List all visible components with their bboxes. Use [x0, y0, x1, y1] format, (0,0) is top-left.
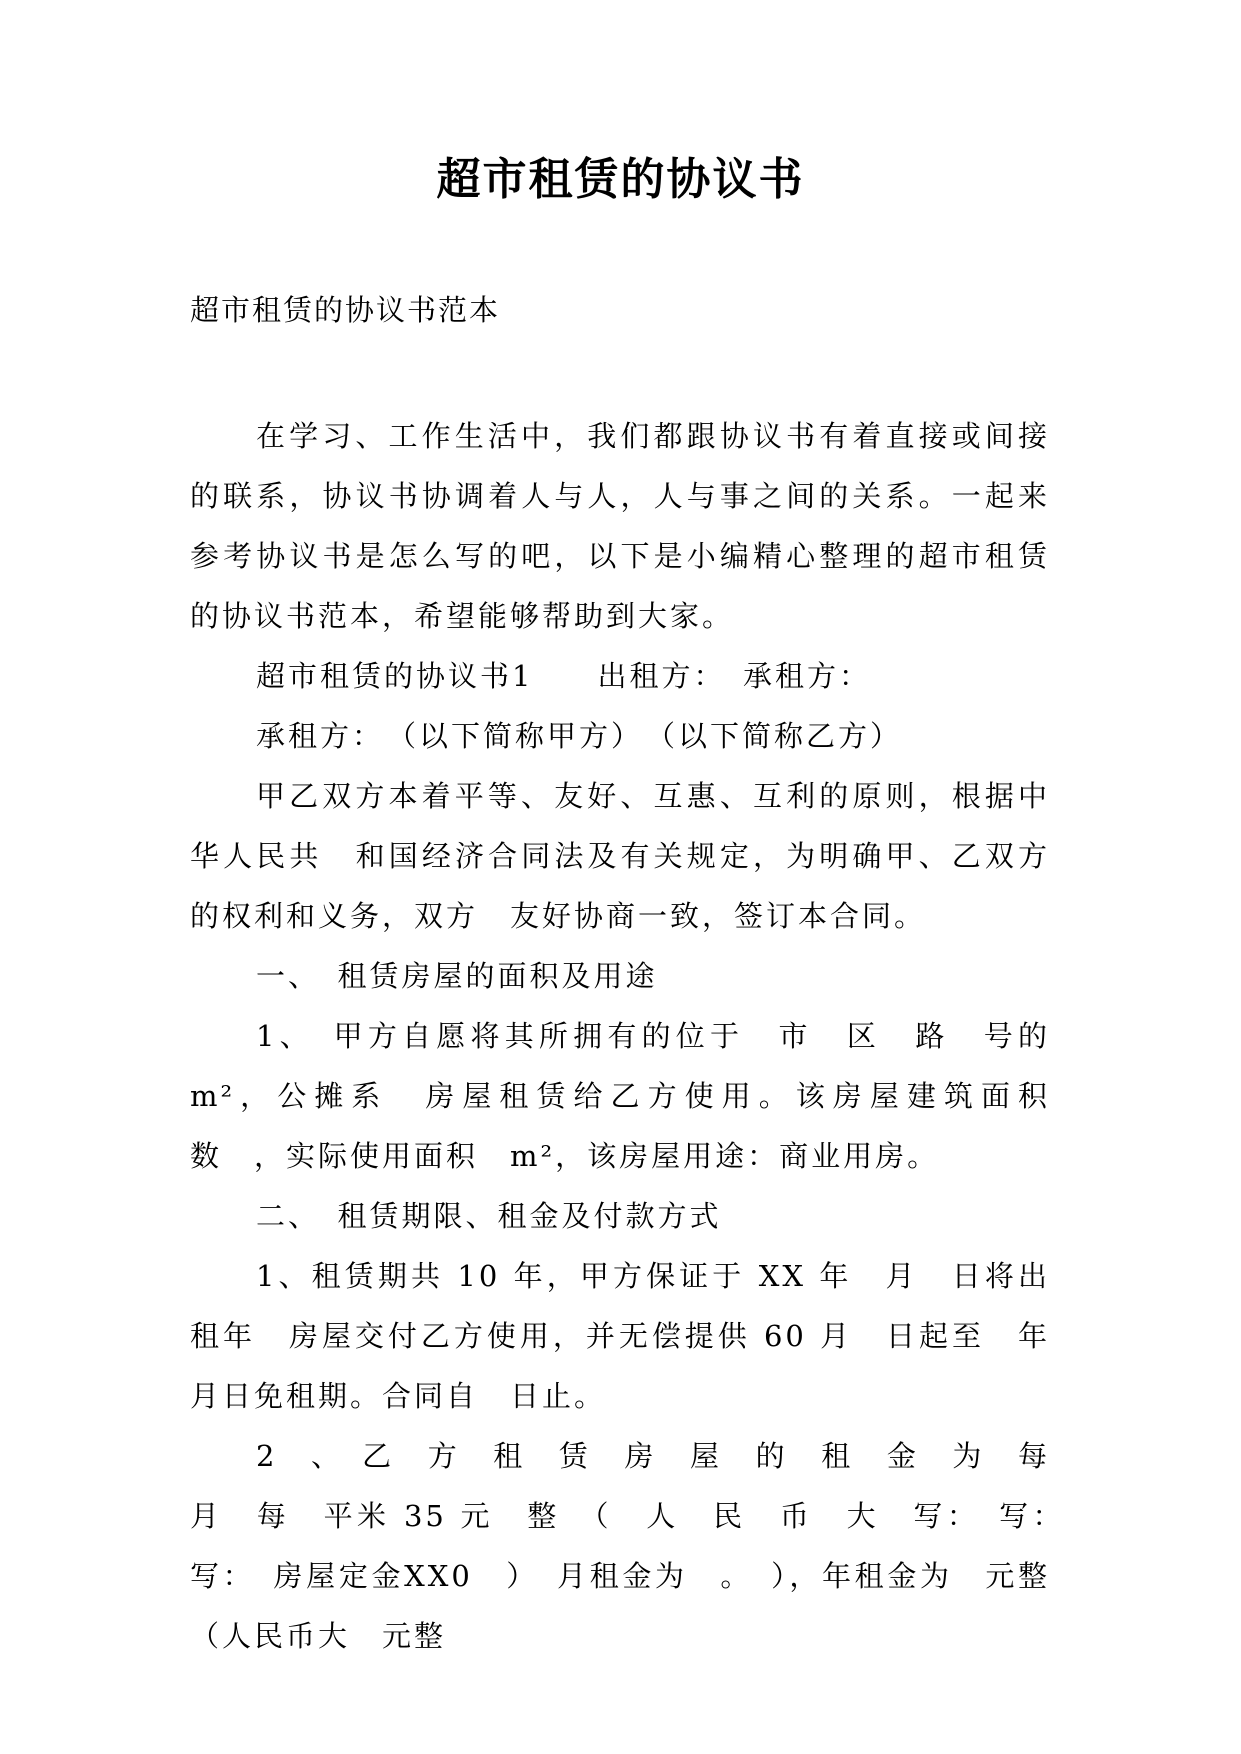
- paragraph-clause-2-1: 1、租赁期共 10 年，甲方保证于 XX 年 月 日将出租年 房屋交付乙方使用，并无偿提供 60 月 日起至 年 月日免租期。合同自 日止。: [190, 1259, 1083, 1413]
- paragraph-clause-2-2: 2 、 乙 方 租 赁 房 屋 的 租 金 为 每 月 每 平米 35 元 整 （ 人 民 币 大 写： 写： 写： 房屋定金XX0 ） 月租金为 。 ），年租金为 元整（人民币大 元整: [190, 1439, 1083, 1653]
- document-title: 超市租赁的协议书: [436, 154, 805, 205]
- section-heading-area-use: 一、 租赁房屋的面积及用途: [256, 959, 658, 993]
- paragraph-clause-1-1: 1、 甲方自愿将其所拥有的位于 市 区 路 号的 m²，公摊系 房屋租赁给乙方使用。该房屋建筑面积 数 ，实际使用面积 m²，该房屋用途：商业用房。: [190, 1019, 1083, 1173]
- section-heading-term-rent: 二、 租赁期限、租金及付款方式: [256, 1199, 722, 1233]
- document-subtitle: 超市租赁的协议书范本: [190, 293, 501, 327]
- paragraph-principles: 甲乙双方本着平等、友好、互惠、互利的原则，根据中华人民共 和国经济合同法及有关规定，为明确甲、乙双方的权利和义务，双方 友好协商一致，签订本合同。: [190, 779, 1050, 933]
- paragraph-abbreviations: 承租方： （以下简称甲方） （以下简称乙方）: [256, 719, 903, 753]
- paragraph-intro: 在学习、工作生活中，我们都跟协议书有着直接或间接的联系，协议书协调着人与人，人与事之间的关系。一起来参考协议书是怎么写的吧，以下是小编精心整理的超市租赁的协议书范本，希望能够帮助到大家。: [190, 419, 1050, 633]
- paragraph-parties: 超市租赁的协议书1 出租方： 承租方：: [256, 659, 871, 693]
- document-body: [190, 406, 1083, 1666]
